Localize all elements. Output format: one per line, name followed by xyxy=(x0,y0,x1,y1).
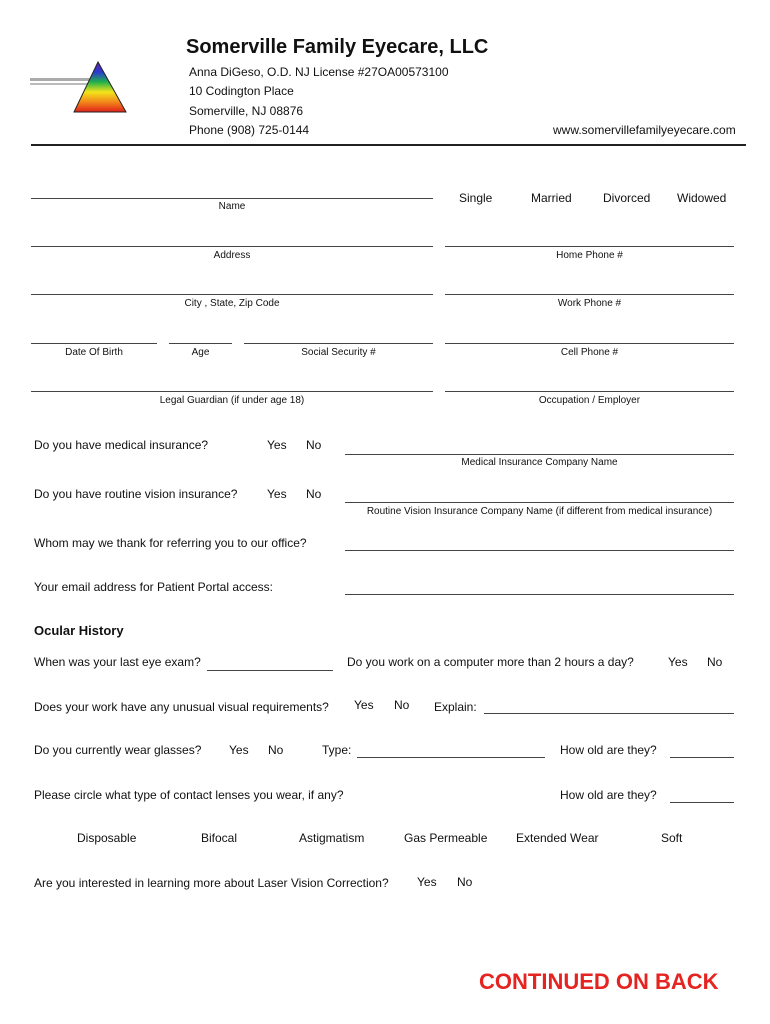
glasses-type-label: Type: xyxy=(322,743,352,757)
occupation-label: Occupation / Employer xyxy=(538,395,641,406)
contacts-age-label: How old are they? xyxy=(560,788,657,802)
visual-requirements-question: Does your work have any unusual visual requirements? xyxy=(34,700,329,714)
dob-label: Date Of Birth xyxy=(65,347,123,358)
lens-soft[interactable]: Soft xyxy=(661,831,683,845)
visual-req-yes-option[interactable]: Yes xyxy=(354,698,374,712)
glasses-yes-option[interactable]: Yes xyxy=(229,743,249,757)
cell-phone-line[interactable] xyxy=(445,343,734,344)
computer-no-option[interactable]: No xyxy=(707,655,723,669)
medical-yes-option[interactable]: Yes xyxy=(267,438,287,452)
glasses-age-line[interactable] xyxy=(670,757,734,758)
computer-question: Do you work on a computer more than 2 hours a day? xyxy=(347,655,634,669)
marital-widowed[interactable]: Widowed xyxy=(677,191,727,205)
work-phone-label: Work Phone # xyxy=(557,298,622,309)
practice-name: Somerville Family Eyecare, LLC xyxy=(186,36,489,58)
email-question: Your email address for Patient Portal access: xyxy=(34,580,274,594)
referral-question: Whom may we thank for referring you to our office? xyxy=(34,536,307,550)
computer-yes-option[interactable]: Yes xyxy=(668,655,688,669)
lens-disposable[interactable]: Disposable xyxy=(77,831,137,845)
continued-on-back: CONTINUED ON BACK xyxy=(479,969,719,994)
city-address: Somerville, NJ 08876 xyxy=(189,104,304,118)
medical-insurance-question: Do you have medical insurance? xyxy=(34,438,209,452)
lens-astigmatism[interactable]: Astigmatism xyxy=(299,831,365,845)
home-phone-line[interactable] xyxy=(445,246,734,247)
ssn-line[interactable] xyxy=(244,343,433,344)
lens-extended-wear[interactable]: Extended Wear xyxy=(516,831,599,845)
marital-divorced[interactable]: Divorced xyxy=(603,191,651,205)
dob-line[interactable] xyxy=(31,343,157,344)
vision-company-label: Routine Vision Insurance Company Name (if different from medical insurance) xyxy=(366,506,713,517)
website[interactable]: www.somervillefamilyeyecare.com xyxy=(553,123,736,137)
medical-company-line[interactable] xyxy=(345,454,734,455)
explain-line[interactable] xyxy=(484,713,734,714)
marital-single[interactable]: Single xyxy=(459,191,493,205)
street-address: 10 Codington Place xyxy=(189,84,294,98)
phone-number: Phone (908) 725-0144 xyxy=(189,123,310,137)
email-line[interactable] xyxy=(345,594,734,595)
age-label: Age xyxy=(191,347,210,358)
glasses-question: Do you currently wear glasses? xyxy=(34,743,202,757)
city-state-zip-label: City , State, Zip Code xyxy=(184,298,280,309)
logo-prism-icon xyxy=(30,60,130,116)
glasses-age-label: How old are they? xyxy=(560,743,657,757)
vision-yes-option[interactable]: Yes xyxy=(267,487,287,501)
doctor-license: Anna DiGeso, O.D. NJ License #27OA00573100 xyxy=(189,65,449,79)
contacts-age-line[interactable] xyxy=(670,802,734,803)
cell-phone-label: Cell Phone # xyxy=(560,347,619,358)
ssn-label: Social Security # xyxy=(301,347,376,358)
laser-question: Are you interested in learning more about Laser Vision Correction? xyxy=(34,876,389,890)
guardian-line[interactable] xyxy=(31,391,433,392)
explain-label: Explain: xyxy=(434,700,477,714)
glasses-type-line[interactable] xyxy=(357,757,545,758)
lens-bifocal[interactable]: Bifocal xyxy=(201,831,238,845)
occupation-line[interactable] xyxy=(445,391,734,392)
vision-company-line[interactable] xyxy=(345,502,734,503)
work-phone-line[interactable] xyxy=(445,294,734,295)
address-label: Address xyxy=(213,250,251,261)
name-label: Name xyxy=(218,201,246,212)
medical-company-label: Medical Insurance Company Name xyxy=(461,457,618,468)
last-exam-line[interactable] xyxy=(207,670,333,671)
last-exam-question: When was your last eye exam? xyxy=(34,655,201,669)
home-phone-label: Home Phone # xyxy=(556,250,623,261)
ocular-history-heading: Ocular History xyxy=(34,623,124,638)
laser-yes-option[interactable]: Yes xyxy=(417,875,437,889)
guardian-label: Legal Guardian (if under age 18) xyxy=(159,395,305,406)
glasses-no-option[interactable]: No xyxy=(268,743,284,757)
marital-married[interactable]: Married xyxy=(531,191,572,205)
city-line[interactable] xyxy=(31,294,433,295)
name-line[interactable] xyxy=(31,198,433,199)
medical-no-option[interactable]: No xyxy=(306,438,322,452)
contacts-question: Please circle what type of contact lenses you wear, if any? xyxy=(34,788,344,802)
header-divider xyxy=(31,144,746,146)
age-line[interactable] xyxy=(169,343,232,344)
vision-no-option[interactable]: No xyxy=(306,487,322,501)
vision-insurance-question: Do you have routine vision insurance? xyxy=(34,487,238,501)
referral-line[interactable] xyxy=(345,550,734,551)
lens-gas-permeable[interactable]: Gas Permeable xyxy=(404,831,488,845)
visual-req-no-option[interactable]: No xyxy=(394,698,410,712)
address-line[interactable] xyxy=(31,246,433,247)
laser-no-option[interactable]: No xyxy=(457,875,473,889)
